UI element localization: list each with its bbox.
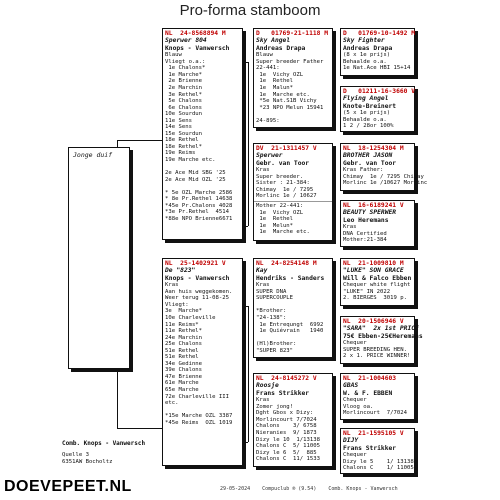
logo[interactable]: DOEVEPEET.NL — [4, 478, 132, 495]
ring-number: D 01211-16-3660 V — [343, 88, 416, 95]
detail-line: 2. BIERGES 3019 p. — [343, 295, 407, 302]
detail-line: Zomer jong! — [256, 403, 294, 410]
detail-line: 2 x 1. PRICE WINNER! — [343, 353, 411, 360]
card-details — [163, 52, 242, 222]
pedigree-card-mfm[interactable] — [340, 316, 423, 364]
detail-line: Aan huis weggekomen. — [165, 288, 233, 295]
owner-name: Andreas Drapa — [343, 44, 393, 52]
detail-line: 2e Ace Mid SBG '25 — [165, 170, 226, 177]
detail-line: 19e Marche etc. — [165, 156, 216, 163]
card-details — [163, 282, 242, 426]
ring-number: NL 21-1004603 — [343, 375, 397, 382]
connector-line — [248, 62, 249, 226]
card-details — [341, 452, 414, 472]
ring-number: D 01769-21-1118 M — [256, 30, 329, 37]
detail-line: "SUPER 823" — [256, 347, 294, 354]
detail-line: 10e Sourdun — [165, 111, 203, 118]
pedigree-card-mm[interactable] — [253, 373, 333, 467]
detail-line: * 5e OZL Marche 2586 — [165, 189, 233, 196]
detail-line: Vloog oa. — [343, 403, 374, 410]
detail-line: Morlinc 1e / 10627 — [256, 193, 317, 200]
card-details — [254, 167, 332, 200]
detail-line: Weer terug 11-08-25 — [165, 295, 229, 302]
owner-name: Hendriks - Sanders — [256, 274, 325, 282]
detail-line: 1e Marche etc. — [256, 229, 310, 236]
detail-line: 18e Rethel* — [165, 143, 203, 150]
detail-line: *45e Pr.Chalons 4028 — [165, 202, 233, 209]
detail-line: 1e Vichy OZL — [256, 71, 304, 78]
ring-number: NL 21-1009810 M — [343, 260, 404, 267]
detail-line: 1e Entrequngt 6992 — [256, 321, 324, 328]
detail-line: Dght Gbos x Dizy: — [256, 410, 314, 417]
detail-line: 72e Charleville III — [165, 393, 229, 400]
detail-line: SUPER DNA — [256, 288, 287, 295]
detail-line: 47e Brienne — [165, 373, 203, 380]
ring-number: NL 24-8568894 M — [165, 30, 226, 37]
detail-line: 11e Reims* — [165, 321, 199, 328]
detail-line: Chalons C 11/ 1533 — [256, 456, 320, 463]
detail-line: Morlinc 1e /10627 Morlinc — [343, 180, 428, 187]
detail-line: 1e Rethel — [256, 78, 294, 85]
pigeon-name: "SARA" 2x 1st PRICE — [343, 325, 419, 333]
breeder-name: Comb. Knops - Vanwersch — [62, 440, 146, 447]
detail-line: 51e Rethel — [165, 347, 199, 354]
ring-number: NL 18-1254304 M — [343, 145, 404, 152]
detail-line: 1e Malun* — [256, 84, 294, 91]
owner-name: Knops - Vanwersch — [165, 44, 230, 52]
owner-name: 75€ Ebben-25€Heremans — [343, 332, 423, 340]
detail-line: "24-138": — [256, 314, 287, 321]
detail-line: 3e Rethel* — [165, 91, 203, 98]
owner-name: Knote-Breinert — [343, 102, 397, 110]
page-title: Pro-forma stamboom — [179, 2, 321, 19]
pigeon-name: Kay — [256, 267, 268, 275]
detail-line: Chalons C 5/ 11005 — [256, 443, 320, 450]
pigeon-name: GBAS — [343, 382, 359, 390]
breeder-street: Quelle 3 — [62, 452, 89, 458]
connector-line — [117, 140, 162, 141]
pedigree-card-mother[interactable] — [162, 258, 243, 466]
detail-line: 19e Reims — [165, 150, 196, 157]
detail-line: 24e Marchin — [165, 334, 203, 341]
detail-line: Mother 22-441: — [256, 202, 304, 209]
detail-line: Morlincourt 7/7024 — [256, 416, 317, 423]
pigeon-name: BEAUTY SPERWER — [343, 209, 397, 217]
detail-line: Dizy le 10 1/13138 — [256, 436, 320, 443]
card-details — [341, 110, 414, 130]
detail-line: (8 x 1e prijs) — [343, 52, 391, 59]
detail-line: 1e Marche* — [165, 71, 203, 78]
card-details — [341, 397, 414, 417]
card-details — [254, 52, 332, 124]
detail-line: 2e Ace Mid OZL '25 — [165, 176, 226, 183]
detail-line: Super breeder. — [256, 173, 304, 180]
detail-line: SUPERCOUPLE — [256, 295, 294, 302]
ring-number: NL 16-6189241 V — [343, 202, 404, 209]
pigeon-name: Roosje — [256, 382, 279, 390]
detail-line: Behaalde o.a. — [343, 58, 387, 65]
detail-line: 34e Gedinne — [165, 360, 203, 367]
detail-line: 2e Marchin — [165, 84, 203, 91]
pedigree-card-father[interactable] — [162, 28, 243, 240]
pedigree-card-mff[interactable] — [340, 258, 415, 306]
pedigree-card-ff[interactable] — [253, 28, 333, 128]
pigeon-name: Sperwer 804 — [165, 37, 207, 45]
detail-line: Chequer white flight — [343, 282, 411, 289]
owner-name: Gebr. van Toor — [343, 159, 397, 167]
detail-line: 1 2 / 28or 100% — [343, 123, 394, 130]
detail-line: Chimay 1e / 7295 — [256, 186, 314, 193]
detail-line: 5e Chalons — [165, 98, 203, 105]
detail-line: Super breeder Father — [256, 58, 324, 65]
pedigree-card-mmf[interactable] — [340, 373, 415, 420]
pedigree-card-fm[interactable] — [253, 143, 333, 241]
detail-line: *45e Reims OZL 1019 — [165, 419, 233, 426]
detail-line: Vliegt: — [165, 301, 189, 308]
connector-line — [243, 306, 248, 307]
owner-name: Knops - Vanwersch — [165, 274, 230, 282]
detail-line: 61e Marche — [165, 380, 199, 387]
ring-number: NL 24-8145272 V — [256, 375, 317, 382]
detail-line: 1e Nat.Ace HBI 15+14 — [343, 65, 411, 72]
detail-line: Kras — [256, 167, 270, 174]
detail-line: *5e Nat.S1B Vichy — [256, 98, 317, 105]
detail-line: *23 NPO Melun 15941 — [256, 104, 324, 111]
detail-line: Chalons C 1/ 11005 — [343, 465, 414, 472]
detail-line: 1e Rethel — [256, 216, 294, 223]
pigeon-name: Flying Angel — [343, 95, 389, 103]
detail-line: etc. — [165, 400, 179, 407]
detail-line: Vliegt o.a.: — [165, 58, 206, 65]
detail-line: (Hl)Brother: — [256, 341, 297, 348]
detail-line: Blauw — [256, 52, 273, 59]
owner-name: W. & F. EBBEN — [343, 389, 393, 397]
card-details — [341, 224, 414, 244]
card-details — [254, 203, 332, 236]
detail-line: Dizy le 6 5/ 885 — [256, 449, 317, 456]
pigeon-name: Sky Fighter — [343, 37, 385, 45]
detail-line: SUPER BREEDING HEN. — [343, 346, 407, 353]
card-details — [341, 282, 414, 302]
pigeon-name: De "823" — [165, 267, 196, 275]
pigeon-name: "LUKE" SON GRACE — [343, 267, 404, 275]
detail-line: 1e Marche etc. — [256, 91, 310, 98]
detail-line: Sister : 21-384: — [256, 180, 310, 187]
connector-line — [117, 428, 162, 429]
detail-line: "LUKE" IN 2022 — [343, 288, 391, 295]
detail-line: Dizy le 5 1/ 13138 — [343, 458, 414, 465]
detail-line: Kras — [256, 397, 270, 404]
connector-line — [243, 226, 248, 227]
card-details — [254, 397, 332, 462]
connector-line — [243, 62, 248, 63]
detail-line: 15e Sourdun — [165, 130, 203, 137]
detail-line: Blauw — [165, 52, 182, 59]
pigeon-name: DIJY — [343, 437, 359, 445]
divider — [254, 201, 332, 202]
pedigree-card-fmf[interactable] — [340, 143, 428, 191]
owner-name: Will & Falco Ebben — [343, 274, 412, 282]
detail-line: Kras — [343, 224, 357, 231]
detail-line: 11e Sens — [165, 117, 192, 124]
owner-name: Leo Heremans — [343, 216, 389, 224]
detail-line: 2e Brienne — [165, 78, 203, 85]
ring-number: NL 21-1595105 V — [343, 430, 404, 437]
subject-name: Jonge duif — [73, 151, 113, 159]
detail-line: Kras — [256, 282, 270, 289]
card-details — [341, 340, 414, 360]
detail-line: * 8e Pr.Rethel 14638 — [165, 196, 233, 203]
detail-line: 1e Melun* — [256, 222, 294, 229]
detail-line: Chequer — [343, 397, 367, 404]
detail-line: Morlincourt 7/7024 — [343, 410, 407, 417]
ring-number: DV 21-1311457 V — [256, 145, 317, 152]
detail-line: Chalons 3/ 6758 — [256, 423, 317, 430]
detail-line: 51e Rethel — [165, 354, 199, 361]
owner-name: Andreas Drapa — [256, 44, 306, 52]
detail-line: Kras — [165, 282, 179, 289]
detail-line: 14e Sens — [165, 124, 192, 131]
detail-line: Chimay 1e / 7295 Chimay — [343, 173, 424, 180]
ring-number: NL 20-1506946 V — [343, 318, 404, 325]
detail-line: Nieranies 9/ 1873 — [256, 429, 317, 436]
detail-line: 65e Marche — [165, 386, 199, 393]
owner-name: Frans Strikker — [256, 389, 310, 397]
detail-line: *3e Pr.Rethel 4514 — [165, 209, 229, 216]
owner-name: Gebr. van Toor — [256, 159, 310, 167]
detail-line: *Brother: — [256, 308, 287, 315]
detail-line: 25e Chalons — [165, 341, 203, 348]
detail-line: 1e Vichy OZL — [256, 209, 304, 216]
detail-line: *15e Marche OZL 3387 — [165, 413, 233, 420]
card-details — [341, 52, 414, 72]
detail-line: Chequer — [343, 452, 367, 459]
detail-line: Chequer — [343, 340, 367, 347]
owner-name: Frans Strikker — [343, 444, 397, 452]
pedigree-card-mf[interactable] — [253, 258, 333, 358]
detail-line: 1e Quiévrain 1940 — [256, 328, 324, 335]
connector-line — [243, 442, 248, 443]
detail-line: Behaalde o.a. — [343, 116, 387, 123]
breeder-city: 6351AW Bocholtz — [62, 459, 113, 465]
subject-card — [68, 147, 130, 369]
detail-line: 18e Rethel — [165, 137, 199, 144]
detail-line: 3e Marche* — [165, 308, 203, 315]
footer-text: 29-05-2024 Compuclub ® (9.54) Comb. Knops - Vanwersch — [220, 486, 398, 492]
pigeon-name: Sperwer — [256, 152, 283, 160]
pigeon-name: Sky Angel — [256, 37, 291, 45]
card-details — [341, 167, 428, 187]
detail-line: 11e Rethel* — [165, 328, 203, 335]
ring-number: NL 24-8254148 M — [256, 260, 317, 267]
breeder-address — [62, 440, 145, 466]
pedigree-card-mmm[interactable] — [340, 428, 415, 474]
ring-number: D 01769-10-1492 M — [343, 30, 416, 37]
detail-line: 24-895: — [256, 117, 280, 124]
detail-line: 1e Chalons* — [165, 65, 206, 72]
card-details — [254, 282, 332, 354]
pigeon-name: BROTHER JASON — [343, 152, 393, 160]
ring-number: NL 25-1402921 V — [165, 260, 226, 267]
detail-line: 22-441: — [256, 65, 280, 72]
detail-line: Mother:21-384 — [343, 237, 387, 244]
pedigree-card-fff[interactable] — [340, 28, 415, 76]
detail-line: Kras Father: — [343, 167, 384, 174]
pedigree-card-fmm[interactable] — [340, 200, 415, 247]
detail-line: 6e Chalons — [165, 104, 203, 111]
detail-line: DNA Certified — [343, 230, 387, 237]
detail-line: *88e NPO Brienne6671 — [165, 215, 233, 222]
detail-line: 39e Chalons — [165, 367, 203, 374]
detail-line: 10e Charleville — [165, 314, 216, 321]
detail-line: (5 x 1e prijs) — [343, 110, 391, 117]
connector-line — [248, 306, 249, 442]
pedigree-card-ffm[interactable] — [340, 86, 415, 132]
